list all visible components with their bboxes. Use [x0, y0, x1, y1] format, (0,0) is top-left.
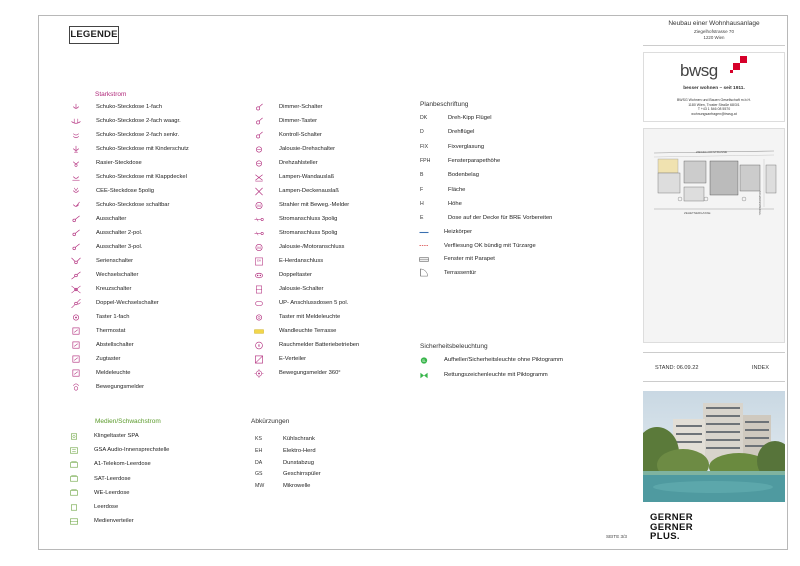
- legend-symbol: [416, 268, 432, 278]
- legend-abbreviation: DA: [255, 459, 263, 466]
- page-number: SEITE 3/3: [606, 534, 627, 539]
- legend-symbol: [68, 172, 84, 182]
- isolator-switch-icon: [70, 341, 82, 350]
- legend-label: Lampen-Wandauslaß: [279, 174, 335, 180]
- starkstrom-row: [68, 227, 142, 239]
- legend-label: Terrassentür: [444, 269, 477, 276]
- distribution-board-icon: [253, 355, 265, 364]
- legend-label: Dimmer-Taster: [279, 118, 318, 124]
- starkstrom-row: [68, 325, 125, 337]
- planbeschriftung-row: [420, 198, 462, 210]
- legend-label: Zugtaster: [96, 356, 121, 362]
- starkstrom-row: [251, 101, 322, 113]
- legend-symbol: [68, 312, 84, 322]
- starkstrom-row: [251, 255, 323, 267]
- legend-symbol: [68, 116, 84, 126]
- indicator-light-icon: [70, 369, 82, 378]
- legend-label: Bodenbelag: [448, 172, 479, 179]
- architect-logo-line: GERNER: [650, 521, 694, 533]
- client-info: [644, 98, 784, 116]
- starkstrom-row: [251, 325, 336, 337]
- radiator-icon: [418, 228, 430, 237]
- legend-symbol: [68, 340, 84, 350]
- legend-label: Strahler mit Beweg.-Melder: [279, 202, 350, 208]
- legend-abbreviation: D: [420, 129, 424, 136]
- legend-symbol: [66, 488, 82, 498]
- legend-label: Meldeleuchte: [96, 370, 131, 376]
- power-5pol-icon: [253, 229, 265, 238]
- legend-symbol: [251, 200, 267, 210]
- medien-row: [66, 444, 169, 456]
- legend-symbol: [251, 158, 267, 168]
- legend-label: Heizkörper: [444, 229, 473, 235]
- we-icon: [68, 488, 80, 497]
- legend-symbol: [68, 284, 84, 294]
- planbeschriftung-row: [420, 184, 465, 196]
- legend-label: Kühlschrank: [283, 436, 315, 442]
- legend-symbol: [68, 228, 84, 238]
- legend-symbol: [68, 326, 84, 336]
- starkstrom-row: [251, 227, 337, 239]
- legend-label: Drehzahlsteller: [279, 160, 318, 166]
- dimmer-button-icon: [253, 117, 265, 126]
- project-header: [643, 16, 785, 46]
- planbeschriftung-symbol-row: [416, 240, 536, 252]
- legend-label: Höhe: [448, 200, 462, 207]
- starkstrom-row: [68, 115, 181, 127]
- planbeschriftung-row: [420, 126, 474, 138]
- legend-label: Fenster mit Parapet: [444, 256, 495, 262]
- switch-icon: [70, 215, 82, 224]
- legend-symbol: [251, 326, 267, 336]
- legend-label: Taster mit Meldeleuchte: [279, 314, 341, 320]
- heading-abkuerzungen: Abkürzungen: [251, 418, 290, 425]
- starkstrom-row: [68, 143, 189, 155]
- legend-label: Schuko-Steckdose 2-fach senkr.: [96, 132, 180, 138]
- legend-label: Wandleuchte Terrasse: [279, 328, 337, 334]
- legend-label: Rauchmelder Batteriebetrieben: [279, 342, 360, 348]
- legend-label: E-Verteiler: [279, 356, 307, 362]
- legend-abbreviation: FIX: [420, 143, 429, 150]
- switch-2pol-icon: [70, 229, 82, 238]
- legend-symbol: [66, 474, 82, 484]
- smoke-detector-icon: [253, 341, 265, 350]
- legend-symbol: [251, 256, 267, 266]
- project-city: 1220 Wien: [703, 35, 725, 40]
- media-distributor-icon: [68, 517, 80, 526]
- starkstrom-row: [251, 283, 323, 295]
- project-street: Ziegelhofstrasse 70: [693, 29, 735, 34]
- heading-planbeschriftung: Planbeschriftung: [420, 101, 469, 108]
- legend-label: WE-Leerdose: [94, 489, 130, 496]
- legend-symbol: [251, 130, 267, 140]
- legend-label: UP- Anschlussdosen 5 pol.: [279, 300, 349, 306]
- sicherheit-row: [416, 354, 563, 366]
- legend-symbol: [68, 382, 84, 392]
- starkstrom-row: [251, 297, 348, 309]
- heading-starkstrom: Starkstrom: [95, 91, 127, 98]
- starkstrom-row: [251, 241, 344, 253]
- push-button-icon: [70, 313, 82, 322]
- socket-double-horizontal-icon: [70, 117, 82, 126]
- starkstrom-row: [68, 199, 169, 211]
- legend-label: Fensterparapethöhe: [448, 157, 501, 164]
- starkstrom-row: [251, 171, 334, 183]
- wall-light-terrace-icon: [253, 327, 265, 336]
- building-rendering-image: [643, 391, 785, 502]
- legend-label: Geschirrspüler: [283, 471, 321, 478]
- legend-label: Ausschalter 2-pol.: [96, 230, 143, 236]
- starkstrom-row: [68, 101, 162, 113]
- legend-label: Schuko-Steckdose schaltbar: [96, 202, 170, 208]
- legend-symbol: [251, 228, 267, 238]
- medien-row: [66, 458, 151, 470]
- planbeschriftung-row: [420, 169, 479, 181]
- legend-symbol: [66, 459, 82, 469]
- architect-logo-line: GERNER: [650, 512, 694, 523]
- legend-abbreviation: FPH: [420, 157, 431, 164]
- legend-label: Stromanschluss 3polig: [279, 216, 338, 222]
- socket-switchable-icon: [70, 201, 82, 210]
- starkstrom-row: [68, 185, 154, 197]
- cross-switch-icon: [70, 285, 82, 294]
- starkstrom-row: [251, 199, 349, 211]
- legend-symbol: [251, 354, 267, 364]
- legend-label: Abstellschalter: [96, 342, 134, 348]
- client-logo-text: bwsg: [680, 61, 718, 80]
- legend-label: Schuko-Steckdose mit Klappdeckel: [96, 174, 187, 180]
- starkstrom-row: [68, 269, 138, 281]
- legend-abbreviation: B: [420, 172, 424, 179]
- legend-label: Bewegungsmelder 360°: [279, 370, 341, 376]
- starkstrom-row: [68, 353, 121, 365]
- legend-symbol: [251, 186, 267, 196]
- legend-label: Aufheller/Sicherheitsleuchte ohne Piktogramm: [444, 357, 563, 363]
- medien-row: [66, 515, 134, 527]
- switch-3pol-icon: [70, 243, 82, 252]
- legend-symbol: [68, 200, 84, 210]
- planbeschriftung-row: [420, 112, 492, 124]
- legend-symbol: [68, 130, 84, 140]
- legend-label: Elektro-Herd: [283, 447, 316, 454]
- stove-connection-icon: [253, 257, 265, 266]
- control-switch-icon: [253, 131, 265, 140]
- legend-label: Fixverglasung: [448, 143, 485, 150]
- ceiling-outlet-lamp-icon: [253, 187, 265, 196]
- client-logo-squares-icon: [730, 56, 752, 74]
- legend-symbol: [251, 284, 267, 294]
- socket-double-vertical-icon: [70, 131, 82, 140]
- legend-abbreviation: F: [420, 186, 424, 193]
- legend-symbol: [66, 516, 82, 526]
- motion-detector-icon: [70, 383, 82, 392]
- sat-icon: [68, 474, 80, 483]
- legend-label: Rettungszeichenleuchte mit Piktogramm: [444, 372, 548, 378]
- starkstrom-row: [251, 143, 335, 155]
- architect-logo: [650, 513, 693, 542]
- client-info-line: T +43 1 546 08 5570: [697, 107, 731, 112]
- starkstrom-row: [251, 311, 340, 323]
- socket-flap-lid-icon: [70, 173, 82, 182]
- legend-label: SAT-Leerdose: [94, 475, 131, 482]
- motion-360-icon: [253, 369, 265, 378]
- svg-text:SL: SL: [422, 358, 426, 363]
- legend-symbol: [68, 242, 84, 252]
- starkstrom-row: [251, 339, 359, 351]
- starkstrom-row: [68, 129, 179, 141]
- medien-row: [66, 501, 118, 513]
- spotlight-motion-icon: [253, 201, 265, 210]
- legend-symbol: [68, 270, 84, 280]
- architect-logo-line: PLUS.: [650, 531, 680, 542]
- abkuerzung-row: [255, 457, 314, 469]
- exit-sign-icon: [418, 371, 430, 380]
- starkstrom-row: [251, 157, 318, 169]
- legend-label: Jalousie-Schalter: [279, 286, 324, 292]
- starkstrom-row: [68, 241, 142, 253]
- legend-label: Doppel-Wechselschalter: [96, 300, 159, 306]
- legend-label: Jalousie-/Motoranschluss: [279, 244, 345, 250]
- legend-abbreviation: KS: [255, 436, 262, 442]
- abkuerzung-row: [255, 480, 310, 492]
- site-street-bottom: ZEHETNERGASSE: [684, 211, 711, 215]
- starkstrom-row: [68, 297, 159, 309]
- planbeschriftung-symbol-row: [416, 253, 495, 265]
- legend-label: Dunstabzug: [283, 459, 314, 466]
- legend-label: Fläche: [448, 186, 466, 193]
- legend-label: Ausschalter 3-pol.: [96, 244, 143, 250]
- abkuerzung-row: [255, 433, 315, 445]
- medien-row: [66, 487, 129, 499]
- shaver-socket-icon: [70, 159, 82, 168]
- legend-symbol: [251, 312, 267, 322]
- starkstrom-row: [68, 213, 126, 225]
- wall-outlet-lamp-icon: [253, 173, 265, 182]
- svg-text:R: R: [257, 343, 261, 348]
- legend-symbol: [68, 256, 84, 266]
- svg-text:M: M: [257, 202, 261, 208]
- two-way-switch-icon: [70, 271, 82, 280]
- legend-symbol: [68, 298, 84, 308]
- legend-abbreviation: EH: [255, 447, 263, 454]
- client-logo-box: [643, 52, 785, 122]
- project-name: Neubau einer Wohnhausanlage: [668, 20, 760, 27]
- legend-symbol: [251, 144, 267, 154]
- tile-line-icon: [418, 241, 430, 250]
- double-two-way-switch-icon: [70, 299, 82, 308]
- legend-abbreviation: MW: [255, 483, 265, 490]
- medien-row: [66, 430, 139, 442]
- starkstrom-row: [68, 283, 131, 295]
- up-socket-icon: [253, 299, 265, 308]
- abkuerzung-row: [255, 468, 321, 480]
- starkstrom-row: [251, 185, 339, 197]
- series-switch-icon: [70, 257, 82, 266]
- site-plan: [643, 128, 785, 343]
- planbeschriftung-symbol-row: [416, 226, 472, 238]
- planbeschriftung-row: [420, 141, 484, 153]
- client-slogan: besser wohnen – seit 1911.: [683, 86, 745, 91]
- window-parapet-icon: [418, 255, 430, 264]
- dimmer-switch-icon: [253, 103, 265, 112]
- legend-label: Taster 1-fach: [96, 314, 130, 320]
- starkstrom-row: [251, 367, 341, 379]
- legend-symbol: [251, 368, 267, 378]
- legend-label: Schuko-Steckdose mit Kinderschutz: [96, 146, 189, 152]
- a1-telekom-icon: [68, 460, 80, 469]
- starkstrom-row: [68, 311, 130, 323]
- legend-abbreviation: DK: [420, 115, 428, 121]
- heading-medien: Medien/Schwachstrom: [95, 418, 161, 425]
- legend-symbol: [68, 354, 84, 364]
- legend-symbol: [251, 242, 267, 252]
- legend-label: CEE-Steckdose 5polig: [96, 188, 154, 194]
- starkstrom-row: [251, 353, 306, 365]
- blind-rotary-switch-icon: [253, 145, 265, 154]
- client-info-line: 1180 Wien, Troster Straße 68/3/1: [688, 102, 740, 107]
- blind-switch-icon: [253, 285, 265, 294]
- legend-symbol: [251, 270, 267, 280]
- socket-child-protection-icon: [70, 145, 82, 154]
- legend-symbol: [68, 214, 84, 224]
- planbeschriftung-symbol-row: [416, 267, 476, 279]
- sicherheit-row: [416, 369, 548, 381]
- legend-title: LEGENDE: [69, 26, 119, 44]
- legend-symbol: [66, 502, 82, 512]
- legend-symbol: [416, 241, 432, 251]
- svg-text:EH: EH: [257, 259, 261, 262]
- status-date: STAND: 06.09.22: [655, 365, 699, 371]
- starkstrom-row: [251, 129, 322, 141]
- status-bar: [643, 352, 785, 382]
- legend-symbol: [251, 116, 267, 126]
- terrace-door-icon: [418, 268, 430, 277]
- legend-symbol: [251, 298, 267, 308]
- legend-label: Schuko-Steckdose 1-fach: [96, 104, 163, 110]
- legend-label: Lampen-Deckenauslaß: [279, 188, 339, 194]
- legend-abbreviation: H: [420, 200, 424, 207]
- legend-label: Verfliesung OK bündig mit Türzarge: [444, 242, 536, 249]
- legend-symbol: [251, 340, 267, 350]
- starkstrom-row: [251, 213, 337, 225]
- status-index: INDEX: [751, 365, 769, 371]
- legend-symbol: [251, 214, 267, 224]
- planbeschriftung-row: [420, 212, 552, 224]
- legend-label: Rasier-Steckdose: [96, 160, 142, 166]
- legend-symbol: [68, 186, 84, 196]
- legend-abbreviation: GS: [255, 471, 263, 478]
- power-3pol-icon: [253, 215, 265, 224]
- legend-label: E-Herdanschluss: [279, 258, 324, 264]
- heading-sicherheitsbeleuchtung: Sicherheitsbeleuchtung: [420, 343, 488, 350]
- legend-label: Serienschalter: [96, 258, 134, 264]
- legend-symbol: [416, 254, 432, 264]
- legend-symbol: [68, 144, 84, 154]
- client-info-line: BWSG Wohnen und Bauen Gesellschaft m.b.H.: [676, 98, 752, 102]
- medien-row: [66, 473, 131, 485]
- legend-label: A1-Telekom-Leerdose: [94, 461, 151, 468]
- starkstrom-row: [68, 339, 134, 351]
- site-street-right: SCHARFENBERGG.: [758, 191, 761, 216]
- legend-label: Kreuzschalter: [96, 286, 132, 292]
- legend-label: Bewegungsmelder: [96, 384, 145, 390]
- double-button-icon: [253, 271, 265, 280]
- legend-label: Doppeltaster: [279, 272, 312, 278]
- legend-label: Schuko-Steckdose 2-fach waagr.: [96, 118, 181, 124]
- legend-label: Kontroll-Schalter: [279, 132, 322, 138]
- legend-symbol: [66, 445, 82, 455]
- legend-symbol: [68, 158, 84, 168]
- legend-symbol: [251, 102, 267, 112]
- legend-symbol: [66, 431, 82, 441]
- legend-symbol: [251, 172, 267, 182]
- empty-box-icon: [68, 503, 80, 512]
- button-indicator-icon: [253, 313, 265, 322]
- legend-label: Drehflügel: [448, 129, 475, 136]
- legend-label: Dreh-Kipp Flügel: [448, 115, 492, 121]
- legend-label: Wechselschalter: [96, 272, 139, 278]
- cee-socket-icon: [70, 187, 82, 196]
- legend-symbol: [68, 368, 84, 378]
- starkstrom-row: [68, 367, 130, 379]
- site-plan-drawing: [644, 129, 784, 342]
- starkstrom-row: [68, 171, 187, 183]
- starkstrom-row: [68, 381, 144, 393]
- doorbell-spa-icon: [68, 432, 80, 441]
- legend-label: Ausschalter: [96, 216, 127, 222]
- legend-symbol: [68, 102, 84, 112]
- socket-single-icon: [70, 103, 82, 112]
- abkuerzung-row: [255, 445, 316, 457]
- legend-label: Mikrowelle: [283, 483, 311, 490]
- legend-label: GSA Audio-Innensprechstelle: [94, 447, 170, 454]
- starkstrom-row: [251, 115, 317, 127]
- legend-symbol: [416, 355, 432, 365]
- starkstrom-row: [68, 255, 133, 267]
- legend-label: Medienverteiler: [94, 518, 134, 525]
- rotary-dial-icon: [253, 159, 265, 168]
- thermostat-icon: [70, 327, 82, 336]
- legend-symbol: [416, 227, 432, 237]
- legend-label: Dimmer-Schalter: [279, 104, 323, 110]
- legend-label: Jalousie-Drehschalter: [279, 146, 336, 152]
- legend-label: Thermostat: [96, 328, 126, 334]
- blind-motor-icon: [253, 243, 265, 252]
- svg-text:M: M: [257, 244, 261, 250]
- site-street-top: ZIEGELHOFSTRASSE: [696, 150, 728, 154]
- legend-label: Stromanschluss 5polig: [279, 230, 338, 236]
- intercom-icon: [68, 446, 80, 455]
- planbeschriftung-row: [420, 155, 500, 167]
- emergency-light-icon: [418, 356, 430, 365]
- legend-label: Dose auf der Decke für BRE Vorbereiten: [448, 215, 553, 222]
- starkstrom-row: [251, 269, 312, 281]
- legend-label: Leerdose: [94, 504, 119, 510]
- legend-symbol: [416, 370, 432, 380]
- rendering-photo: [643, 391, 785, 502]
- starkstrom-row: [68, 157, 142, 169]
- pull-switch-icon: [70, 355, 82, 364]
- legend-abbreviation: E: [420, 215, 424, 222]
- client-info-line: wohnungsanfragen@bwsg.at: [691, 111, 737, 116]
- legend-label: Klingeltaster SPA: [94, 433, 139, 439]
